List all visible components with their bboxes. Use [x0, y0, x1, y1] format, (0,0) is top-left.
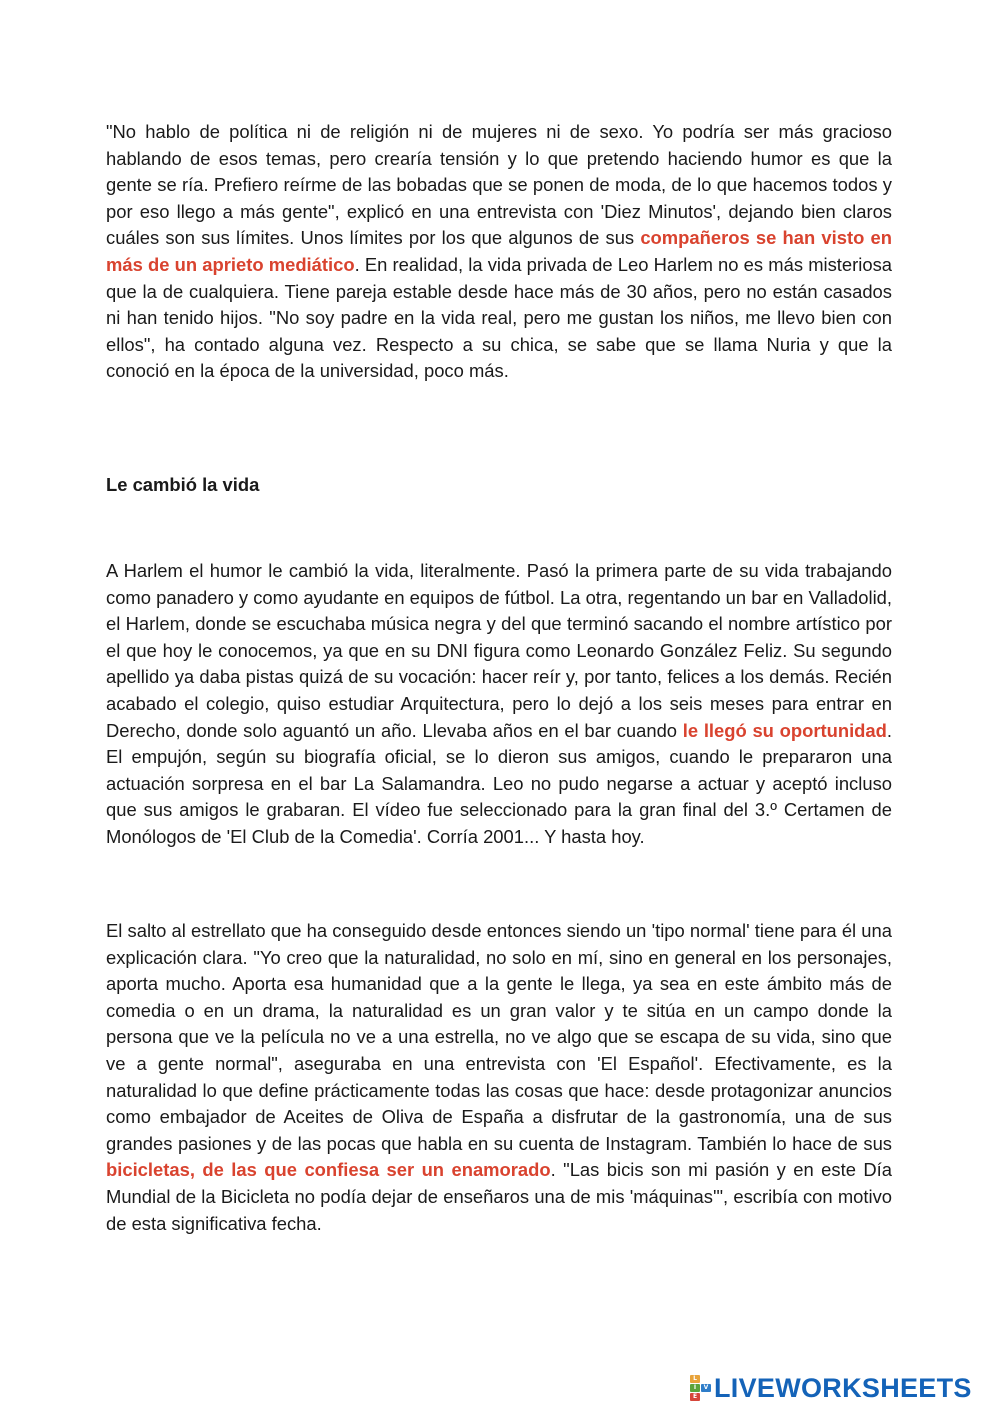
paragraph-text: . En realidad, la vida privada de Leo Harlem no es más misteriosa que la de cualquiera. Tiene pareja estable desde hace más de 30 años, pero no están casados ni han tenido hijos. "No soy padre en la vida real, pero me gustan los niños, me llevo bien con ellos", ha contado alguna vez. Respecto a su chica, se sabe que se llama Nuria y que la conoció en la época de la universidad, poco más. — [106, 253, 892, 382]
logo-block-e: E — [690, 1393, 700, 1401]
paragraph-text: . El empujón, según su biografía oficial, se lo dieron sus amigos, cuando le prepararon una actuación sorpresa en el bar La Salamandra. Leo no pudo negarse a actuar y aceptó incluso que sus amigos le grabaran. El vídeo fue seleccionado para la gran final del 3.º Certamen de Monólogos de 'El Club de la Comedia'. Corría 2001... Y hasta hoy. — [106, 719, 892, 847]
logo-block-l: L — [690, 1375, 700, 1383]
logo-block-v: V — [701, 1384, 711, 1392]
logo-blocks-icon — [690, 1375, 711, 1401]
logo-block-i: I — [690, 1384, 700, 1392]
article-link-companeros[interactable]: compañeros se han visto en más de un aprieto mediático — [106, 227, 892, 275]
paragraph-text: A Harlem el humor le cambió la vida, literalmente. Pasó la primera parte de su vida trabajando como panadero y como ayudante en equipos de fútbol. La otra, regentando un bar en Valladolid, el Harlem, donde se escuchaba música negra y del que terminó sacando el nombre artístico por el que hoy le conocemos, ya que en su DNI figura como Leonardo González Feliz. Su segundo apellido ya daba pistas quizá de su vocación: hacer reír y, por tanto, felices a los demás. Recién acabado el colegio, quiso estudiar Arquitectura, pero lo dejó a los seis meses para entrar en Derecho, donde solo aguantó un año. Llevaba años en el bar cuando — [106, 560, 892, 741]
paragraph-naturalness — [106, 918, 892, 1237]
paragraph-text: . "Las bicis son mi pasión y en este Día Mundial de la Bicicleta no podía dejar de enseñaros una de mis 'máquinas'", escribía con motivo de esta significativa fecha. — [106, 1159, 892, 1234]
paragraph-text: El salto al estrellato que ha conseguido desde entonces siendo un 'tipo normal' tiene para él una explicación clara. "Yo creo que la naturalidad, no solo en mí, sino en general en los personajes, aporta mucho. Aporta esa humanidad que a la gente le llega, ya sea en este ámbito más de comedia o en un drama, la naturalidad es un gran valor y te sitúa en un campo donde la persona que ve la película no ve a una estrella, no ve algo que se escapa de su vida, sino que ve a gente normal", aseguraba en una entrevista con 'El Español'. Efectivamente, es la naturalidad lo que define prácticamente todas las cosas que hace: desde protagonizar anuncios como embajador de Aceites de Oliva de España a disfrutar de la gastronomía, una de sus grandes pasiones y de las pocas que habla en su cuenta de Instagram. También lo hace de sus — [106, 920, 892, 1154]
logo-text: LIVEWORKSHEETS — [714, 1372, 972, 1403]
paragraph-private-life — [106, 119, 892, 385]
section-heading: Le cambió la vida — [106, 474, 260, 495]
article-link-oportunidad[interactable]: le llegó su oportunidad — [682, 719, 887, 741]
article-link-bicicletas[interactable]: bicicletas, de las que confiesa ser un enamorado — [106, 1159, 551, 1181]
liveworksheets-logo — [690, 1374, 972, 1402]
paragraph-text: "No hablo de política ni de religión ni de mujeres ni de sexo. Yo podría ser más gracioso hablando de esos temas, pero crearía tensión y lo que pretendo haciendo humor es que la gente se ría. Prefiero reírme de las bobadas que se ponen de moda, de lo que hacemos todos y por eso llego a más gente", explicó en una entrevista con 'Diez Minutos', dejando bien claros cuáles son sus límites. Unos límites por los que algunos de sus — [106, 121, 892, 249]
paragraph-career-start — [106, 558, 892, 851]
